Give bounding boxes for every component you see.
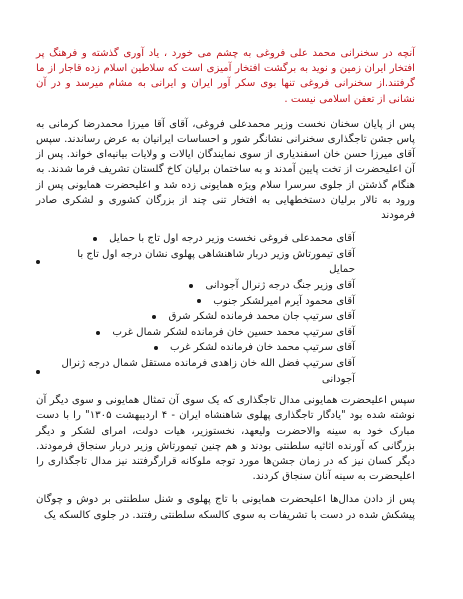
- intro-paragraph: آنچه در سخنرانی محمد علی فروغی به چشم می خورد ، یاد آوری گذشته و فرهنگ پر افتخار ایران زمین و نوید به برگشت افتخار آمیزی است که سلاطین اسلام زده قاجار از ما گرفتند.از سخنرانی فروغی تنها بوی سکر آور ایران و ایرانی به مشام میرسد و در آن نشانی از تعفن اسلامی نیست .: [36, 48, 415, 105]
- list-item-text: آقای سرتیپ محمد خان فرمانده لشکر غرب: [170, 342, 355, 354]
- bullet-icon: [189, 284, 193, 288]
- bullet-icon: [36, 260, 40, 264]
- awards-list: [36, 231, 415, 387]
- bullet-icon: [152, 315, 156, 319]
- bullet-icon: [154, 346, 158, 350]
- list-item-text: آقای وزیر جنگ درجه ژنرال آجودانی: [205, 280, 355, 292]
- list-item-text: آقای تیمورتاش وزیر دربار شاهنشاهی پهلوی نشان درجه اول تاج با حمایل: [77, 248, 355, 276]
- bullet-icon: [93, 237, 97, 241]
- list-item: [36, 356, 355, 387]
- list-item: [36, 231, 355, 247]
- list-item: [36, 278, 355, 294]
- list-item: [36, 325, 355, 341]
- list-item-text: آقای محمود آیرم امیرلشکر جنوب: [213, 295, 355, 307]
- bullet-icon: [96, 331, 100, 335]
- list-item: [36, 309, 355, 325]
- list-item-text: آقای سرتیپ جان محمد فرمانده لشکر شرق: [168, 311, 355, 323]
- list-item: [36, 340, 355, 356]
- list-item-text: آقای سرتیپ محمد حسین خان فرمانده لشکر شمال غرب: [112, 326, 355, 338]
- bullet-icon: [36, 370, 40, 374]
- bullet-icon: [197, 299, 201, 303]
- body-paragraph-3: پس از دادن مدال‌ها اعلیحضرت همایونی با تاج پهلوی و شنل سلطنتی بر دوش و چوگان پیشکش شده در دست با تشریفات به سوی کالسکه سلطنتی رفتند. در جلوی کالسکه یک: [36, 494, 415, 521]
- list-item: [36, 294, 355, 310]
- body-paragraph-1: پس از پایان سخنان نخست وزیر محمدعلی فروغی، آقای آقا میرزا محمدرضا کرمانی به پاس جشن تاجگذاری سخنرانی نشانگر شور و احساسات ایرانیان به عرض رساندند. سپس آقای میرزا حسن خان اسفندیاری از سوی نمایندگان ایالات و ولایات بیانیه‌ای خواند. پس از آن اعلیحضرت از تخت پایین آمدند و به ساختمان برلیان کاخ گلستان تشریف فرما شدند. به هنگام گذشتن از جلوی سرسرا سلام ویژه همایونی زده شد و اعلیحضرت همایونی پس از ورود به تالار برلیان دستخطهایی به افتخار تنی چند از بزرگان کشوری و لشکری صادر فرمودند: [36, 118, 415, 222]
- list-item-text: آقای محمدعلی فروغی نخست وزیر درجه اول تاج با حمایل: [109, 233, 355, 245]
- list-item: [36, 247, 355, 278]
- list-item-text: آقای سرتیپ فضل الله خان زاهدی فرمانده مستقل شمال درجه ژنرال آجودانی: [61, 357, 355, 385]
- body-paragraph-2: سپس اعلیحضرت همایونی مدال تاجگذاری که یک سوی آن تمثال همایونی و سوی دیگر آن نوشته شده بود "یادگار تاجگذاری پهلوی شاهنشاه ایران - ۴ اردیبهشت ۱۳۰۵" را با دست مبارک خود به سینه والاحضرت ولیعهد، نخستوزیر، هیات دولت، امرای لشکر و دیگر بزرگانی که آورنده اثاثیه سلطنتی بودند و هم چنین تیمورتاش وزیر دربار سنجاق فرمودند. دیگر کسان نیز که در زمان جشن‌ها مورد توجه ملوکانه قرارگرفتند نیز مدال تاجگذاری را اعلیحضرت به سینه آنان سنجاق کردند.: [36, 395, 415, 483]
